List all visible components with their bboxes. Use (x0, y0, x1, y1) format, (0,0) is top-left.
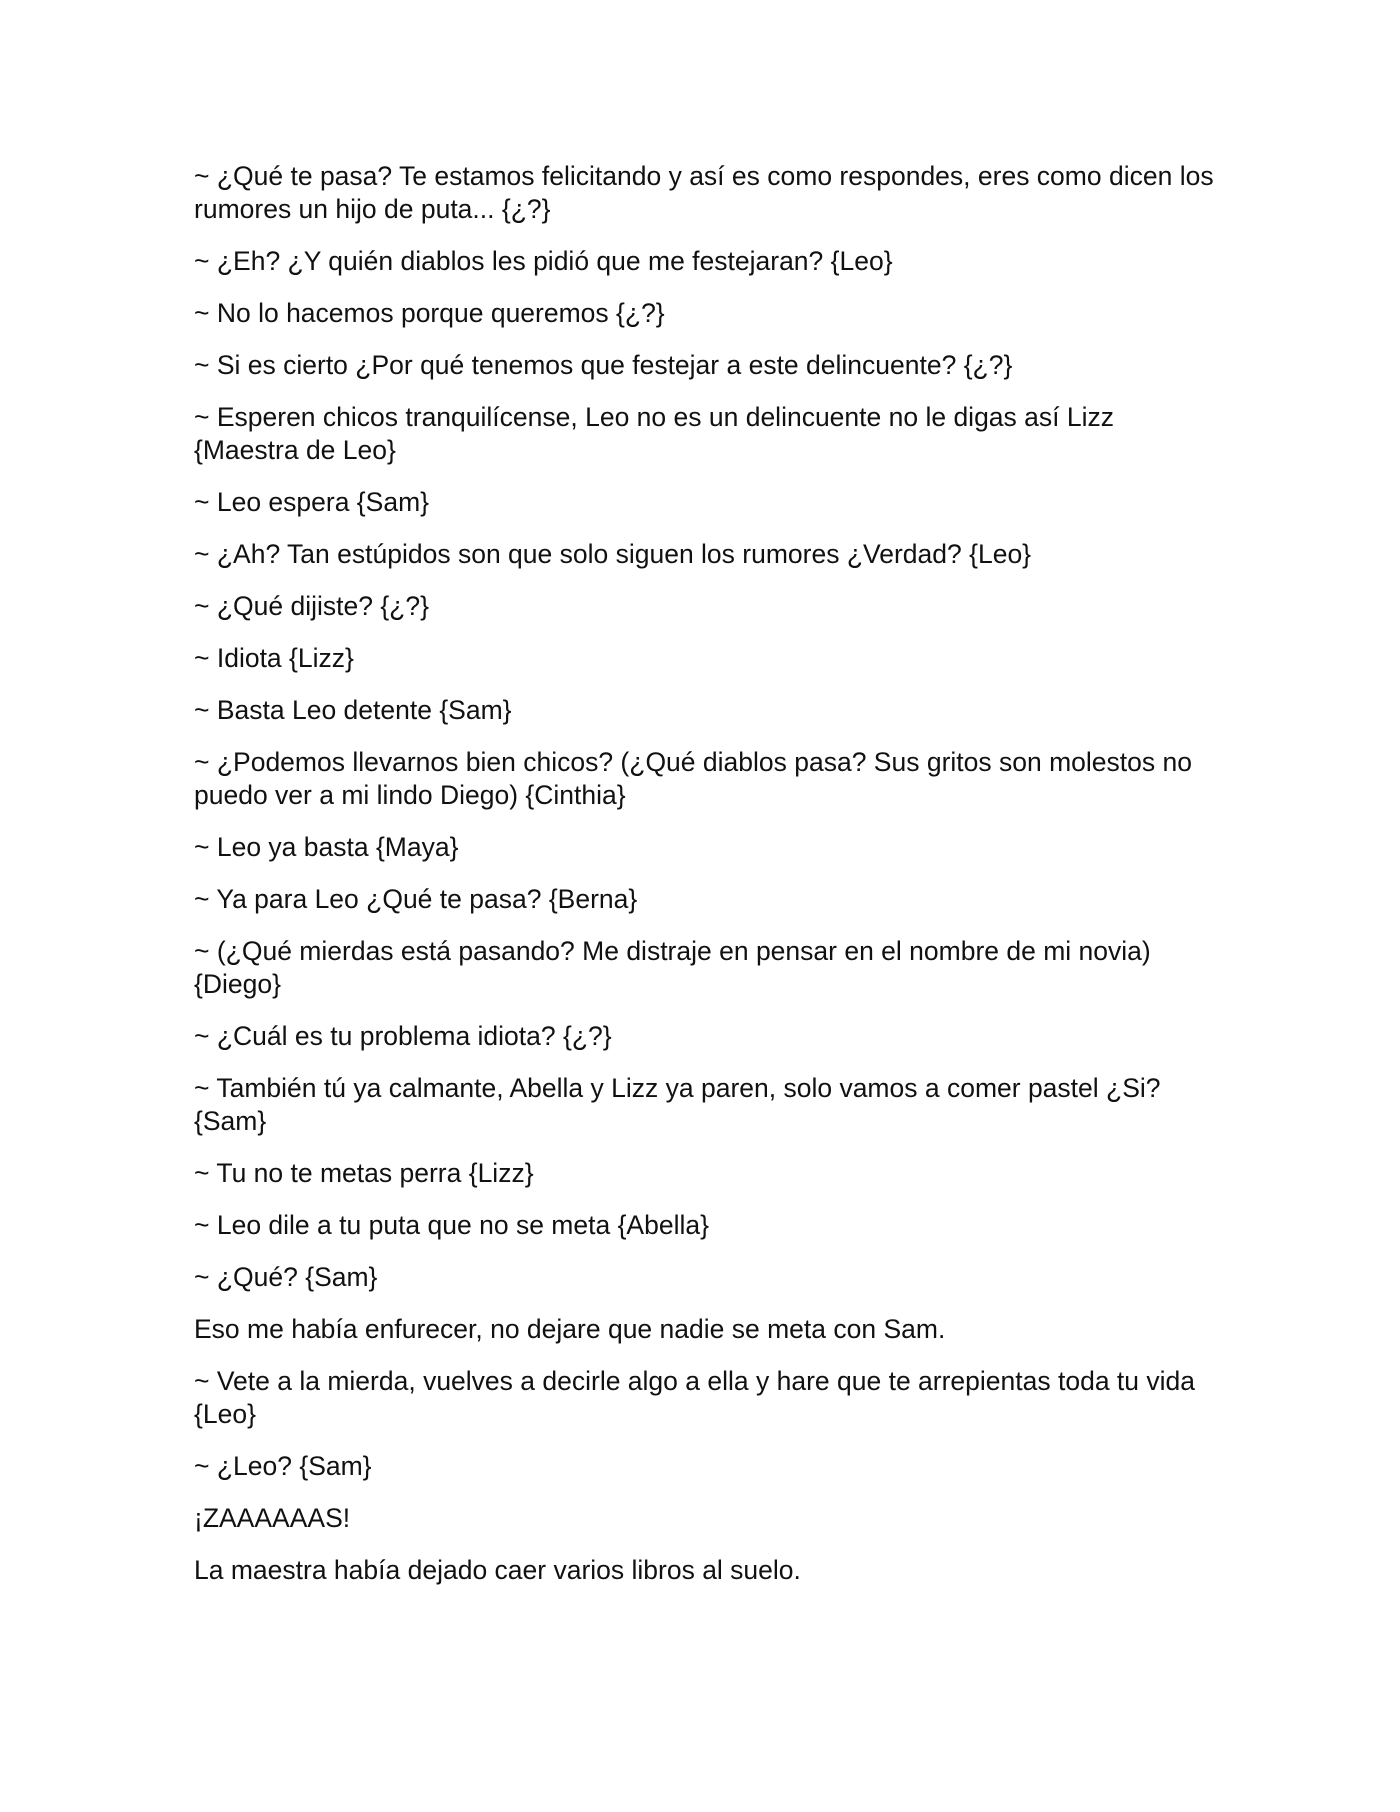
paragraph-11: ~ ¿Podemos llevarnos bien chicos? (¿Qué diablos pasa? Sus gritos son molestos no puedo ver a mi lindo Diego) {Cinthia} (194, 747, 1192, 810)
paragraph-4: ~ Si es cierto ¿Por qué tenemos que festejar a este delincuente? {¿?} (194, 350, 1013, 380)
paragraph-13: ~ Ya para Leo ¿Qué te pasa? {Berna} (194, 884, 638, 914)
paragraph-24: La maestra había dejado caer varios libros al suelo. (194, 1555, 801, 1585)
paragraph-8: ~ ¿Qué dijiste? {¿?} (194, 591, 429, 621)
paragraph-2: ~ ¿Eh? ¿Y quién diablos les pidió que me festejaran? {Leo} (194, 246, 893, 276)
paragraph-14: ~ (¿Qué mierdas está pasando? Me distraje en pensar en el nombre de mi novia) {Diego} (194, 936, 1151, 999)
document-body (194, 160, 1224, 1606)
paragraph-21: ~ Vete a la mierda, vuelves a decirle algo a ella y hare que te arrepientas toda tu vida {Leo} (194, 1366, 1195, 1429)
paragraph-10: ~ Basta Leo detente {Sam} (194, 695, 512, 725)
paragraph-19: ~ ¿Qué? {Sam} (194, 1262, 378, 1292)
paragraph-23: ¡ZAAAAAAS! (194, 1503, 351, 1533)
paragraph-16: ~ También tú ya calmante, Abella y Lizz ya paren, solo vamos a comer pastel ¿Si? {Sam} (194, 1073, 1161, 1136)
paragraph-6: ~ Leo espera {Sam} (194, 487, 429, 517)
paragraph-1: ~ ¿Qué te pasa? Te estamos felicitando y así es como respondes, eres como dicen los rumores un hijo de puta... {¿?} (194, 161, 1214, 224)
paragraph-20: Eso me había enfurecer, no dejare que nadie se meta con Sam. (194, 1314, 946, 1344)
paragraph-22: ~ ¿Leo? {Sam} (194, 1451, 372, 1481)
paragraph-7: ~ ¿Ah? Tan estúpidos son que solo siguen los rumores ¿Verdad? {Leo} (194, 539, 1032, 569)
paragraph-18: ~ Leo dile a tu puta que no se meta {Abella} (194, 1210, 709, 1240)
paragraph-3: ~ No lo hacemos porque queremos {¿?} (194, 298, 665, 328)
paragraph-12: ~ Leo ya basta {Maya} (194, 832, 459, 862)
paragraph-15: ~ ¿Cuál es tu problema idiota? {¿?} (194, 1021, 612, 1051)
paragraph-5: ~ Esperen chicos tranquilícense, Leo no es un delincuente no le digas así Lizz {Maestra de Leo} (194, 402, 1114, 465)
paragraph-17: ~ Tu no te metas perra {Lizz} (194, 1158, 534, 1188)
paragraph-9: ~ Idiota {Lizz} (194, 643, 354, 673)
